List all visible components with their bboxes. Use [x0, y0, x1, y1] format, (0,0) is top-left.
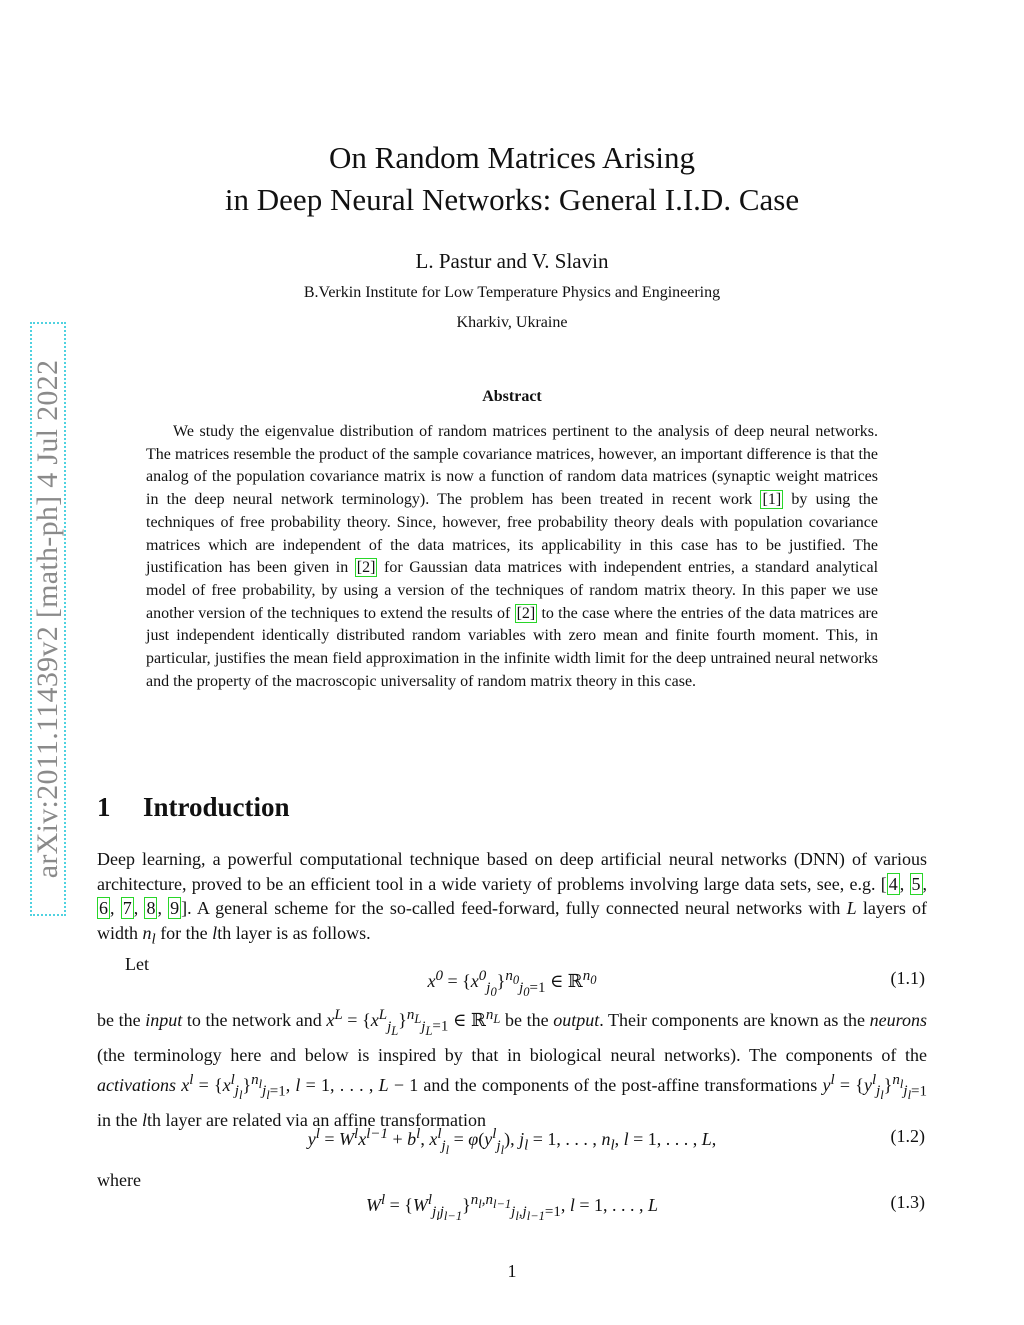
citation-link[interactable]: [1] — [762, 491, 782, 509]
page-number: 1 — [507, 1261, 517, 1281]
let-word: Let — [125, 953, 149, 974]
equation-number: (1.2) — [890, 1126, 925, 1146]
title-line-2: in Deep Neural Networks: General I.I.D. Case — [224, 182, 800, 217]
citation-link[interactable]: 8 — [146, 898, 156, 918]
abstract-text: to the case where the entries of the data matrices are just independent identically distributed random variables with zero mean and finite fourth moment. This, in particular, justifies the mean field approximation in the infinite width limit for the deep untrained neural networks and the property of the macroscopic universality of random matrix theory in this case. — [146, 604, 878, 690]
affiliation-line-1: B.Verkin Institute for Low Temperature Physics and Engineering — [303, 284, 721, 301]
arxiv-stamp — [30, 322, 66, 916]
equation-number: (1.3) — [890, 1192, 925, 1212]
citation-link[interactable]: 4 — [888, 873, 898, 894]
citation-link[interactable]: 6 — [99, 898, 108, 918]
section-title: Introduction — [143, 792, 290, 822]
abstract-text: We study the eigenvalue distribution of random matrices pertinent to the analysis of deep neural networks. The matrices resemble the product of the sample covariance matrices, however, an important difference is that the analog of the population covariance matrix is now a function of random data matrices (synaptic weight matrices in the deep neural network terminology). The problem has been treated in recent work — [146, 423, 878, 509]
section-number: 1 — [97, 792, 111, 822]
abstract-text: for Gaussian data matrices with independent entries, a standard analytical model of free probability, by using a version of the techniques of random matrix theory. In this paper we use another version of the techniques to extend the results of — [146, 559, 879, 622]
equation-1-1: $x^0 = \{x^0_{j_0}\}^{n_0}_{j_0=1}$ ∈ ℝ$^{n_0}$ (1.1) — [427, 968, 925, 999]
equation-number: (1.1) — [890, 968, 925, 988]
abstract-body — [146, 421, 878, 693]
section-heading — [97, 792, 290, 823]
citation-link[interactable]: 5 — [911, 873, 921, 894]
citation-link[interactable]: [2] — [516, 604, 536, 622]
equation-1-2: $y^l = W^lx^{l-1} + b^l$, $x^l_{j_l} = \varphi(y^l_{j_l})$, $j_l = 1$, . . . , $n_l$, l = 1, . . . , L, (1.2) — [307, 1126, 925, 1157]
arxiv-id: arXiv:2011.11439v2 [math-ph] 4 Jul 2022 — [31, 359, 64, 879]
authors: L. Pastur and V. Slavin — [415, 249, 609, 273]
intro-paragraph: Deep learning, a powerful computational technique based on deep artificial neural networks (DNN) of various architecture, proved to be an efficient tool in a wide variety of problems involving large data sets, see, e.g. [ 4 , 5 , 6 , 7 , 8 , 9 ]. A general scheme for the so-called feed-forward, fully connected neural networks with L layers of width $n_l$ for the lth layer is as follows. Let — [97, 847, 927, 976]
affiliation-line-2: Kharkiv, Ukraine — [456, 314, 568, 331]
neurons-paragraph: be the input to the network and $x^L = \{x^L_{j_L}\}^{n_L}_{j_L=1}$ ∈ ℝ$^{n_L}$ be the output. Their components are known as the neurons (the terminology here and below is inspired by that in biological neural networks). The components of the activations $x^l = \{x^l_{j_l}\}^{n_l}_{j_l=1}$, l = 1, . . . , L − 1 and the components of the post-affine transformations $y^l = \{y^l_{j_l}\}^{n_l}_{j_l=1}$ in the lth layer are related via an affine transformation — [97, 1007, 928, 1130]
citation-link[interactable]: 9 — [170, 898, 180, 918]
paper-title — [0, 137, 1024, 221]
abstract-text: by using the techniques of free probability theory. Since, however, free probability theory deals with population covariance matrices which are independent of the data matrices, its applicability in this case has to be justified. The justification has been given in — [146, 491, 878, 577]
where-word: where — [97, 1170, 141, 1190]
citation-link[interactable]: 7 — [122, 898, 132, 918]
abstract-heading: Abstract — [482, 388, 542, 405]
title-line-1: On Random Matrices Arising — [329, 140, 695, 175]
citation-link[interactable]: [2] — [356, 559, 376, 577]
equation-1-3: $W^l = \{W^l_{j_lj_{l-1}}\}^{n_l,n_{l-1}}_{j_l,j_{l-1}=1}$, l = 1, . . . , L (1.3) — [365, 1192, 925, 1223]
